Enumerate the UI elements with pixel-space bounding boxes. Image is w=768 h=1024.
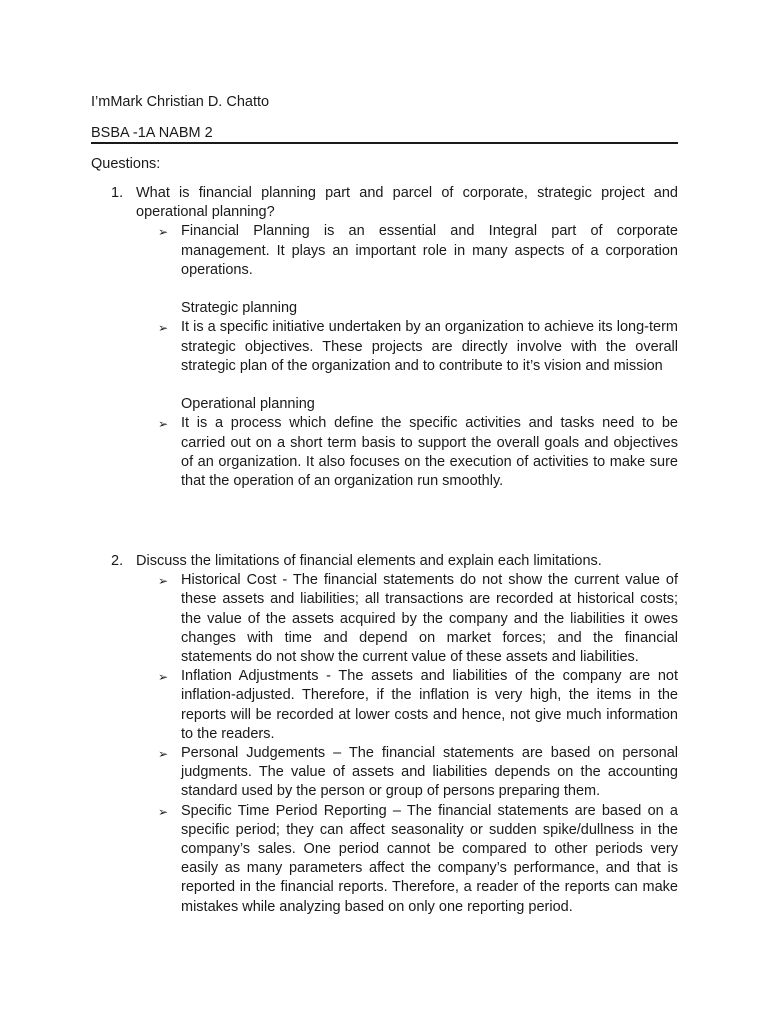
- question-text: What is financial planning part and parcel of corporate, strategic project and operational planning?: [136, 185, 678, 221]
- answer-text: Historical Cost - The financial statements do not show the current value of these assets and liabilities; all transactions are recorded at historical costs; the value of the assets acquired by the company and the liabilities it owes changes with time and depend on market forces; and the financial statements do not show the current value of these assets and liabilities.: [181, 572, 678, 666]
- answer-list: [158, 571, 678, 917]
- header-divider: [91, 142, 678, 144]
- author-name: I’mMark Christian D. Chatto: [91, 94, 270, 110]
- questions-heading: Questions:: [91, 156, 161, 172]
- question-number: 2.: [111, 553, 124, 569]
- answer-text: Specific Time Period Reporting – The financial statements are based on a specific period; they can affect seasonality or sudden spike/dullness in the company’s sales. One period cannot be compared to other periods very easily as many parameters affect the company’s performance, and that is reported in the financial reports. Therefore, a reader of the reports can make mistakes while analyzing based on only one reporting period.: [181, 802, 678, 915]
- answer-text: Financial Planning is an essential and Integral part of corporate management. It plays an important role in many aspects of a corporation operations.: [181, 223, 678, 278]
- question-1: [111, 184, 678, 491]
- arrow-bullet-icon: ➢: [158, 574, 169, 589]
- answer-list: [158, 222, 678, 491]
- arrow-bullet-icon: ➢: [158, 804, 169, 819]
- arrow-bullet-icon: ➢: [158, 225, 169, 240]
- answer-text: It is a process which define the specific activities and tasks need to be carried out on a short term basis to support the overall goals and objectives of an organization. It also focuses on the execution of activities to make sure that the operation of an organization run smoothly.: [181, 415, 678, 490]
- answer-text: Personal Judgements – The financial statements are based on personal judgments. The value of assets and liabilities depends on the accounting standard used by the person or group of persons preparing them.: [181, 745, 678, 800]
- list-item: [158, 802, 678, 917]
- list-item: [158, 744, 678, 802]
- answer-text: It is a specific initiative undertaken by an organization to achieve its long-term strategic objectives. These projects are directly involve with the overall strategic plan of the organization and to contribute to it’s vision and mission: [181, 319, 678, 374]
- subheading-operational: Operational planning: [181, 396, 315, 413]
- subheading-strategic: Strategic planning: [181, 300, 298, 317]
- list-item: [158, 571, 678, 667]
- list-item: [158, 318, 678, 376]
- question-text: Discuss the limitations of financial elements and explain each limitations.: [136, 553, 602, 569]
- arrow-bullet-icon: ➢: [158, 321, 169, 336]
- list-item: [158, 414, 678, 491]
- question-number: 1.: [111, 185, 124, 201]
- answer-text: Inflation Adjustments - The assets and liabilities of the company are not inflation-adjusted. Therefore, if the inflation is very high, the items in the reports will be recorded at lower costs and hence, not give much information to the readers.: [181, 668, 678, 742]
- arrow-bullet-icon: ➢: [158, 670, 169, 685]
- arrow-bullet-icon: ➢: [158, 417, 169, 432]
- list-item: [158, 667, 678, 744]
- question-2: [111, 552, 678, 917]
- arrow-bullet-icon: ➢: [158, 747, 169, 762]
- list-item: [158, 222, 678, 280]
- course-label: BSBA -1A NABM 2: [91, 125, 213, 141]
